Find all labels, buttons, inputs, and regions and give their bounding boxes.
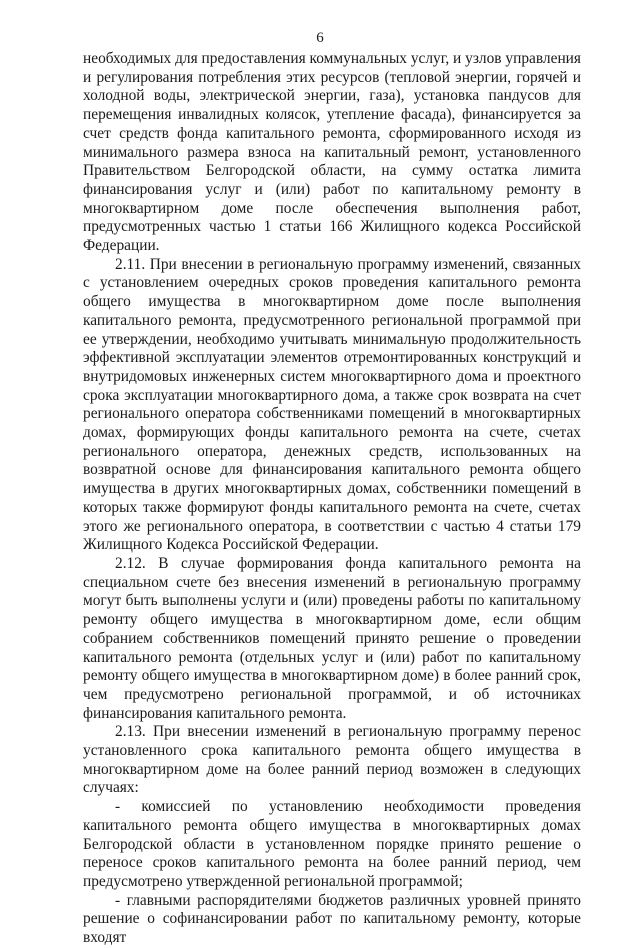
paragraph-2-11: 2.11. При внесении в региональную программу изменений, связанных с установлением очередных сроков проведения капитального ремонта общего имущества в многоквартирном доме после выполнения капитального ремонта, предусмотренного региональной программой при ее утверждении, необходимо учитывать минимальную продолжительность эффективной эксплуатации элементов отремонтированных конструкций и внутридомовых инженерных систем многоквартирного дома и проектного срока эксплуатации многоквартирного дома, а также срок возврата на счет регионального оператора собственниками помещений в многоквартирных домах, формирующих фонды капитального ремонта на счете, счетах регионального оператора, денежных средств, использованных на возвратной основе для финансирования капитального ремонта общего имущества в других многоквартирных домах, собственники помещений в которых также формируют фонды капитального ремонта на счете, счетах этого же регионального оператора, в соответствии с частью 4 статьи 179 Жилищного Кодекса Российской Федерации.	[83, 255, 581, 554]
document-body	[83, 50, 581, 948]
paragraph-2-12: 2.12. В случае формирования фонда капитального ремонта на специальном счете без внесения изменений в региональную программу могут быть выполнены услуги и (или) проведены работы по капитальному ремонту общего имущества в многоквартирном доме, если общим собранием собственников помещений принято решение о проведении капитального ремонта (отдельных услуг и (или) работ по капитальному ремонту общего имущества в многоквартирном доме) в более ранний срок, чем предусмотрено региональной программой, и об источниках финансирования капитального ремонта.	[83, 554, 581, 722]
page-number: 6	[316, 30, 324, 46]
list-item-case-1: - комиссией по установлению необходимости проведения капитального ремонта общего имущества в многоквартирных домах Белгородской области в установленном порядке принято решение о переносе сроков капитального ремонта на более ранний период, чем предусмотрено утвержденной региональной программой;	[83, 798, 581, 890]
list-item-case-2: - главными распорядителями бюджетов различных уровней принято решение о софинансировании работ по капитальному ремонту, которые входят	[83, 891, 581, 947]
paragraph-continuation: необходимых для предоставления коммунальных услуг, и узлов управления и регулирования потребления этих ресурсов (тепловой энергии, горячей и холодной воды, электрической энергии, газа), установка пандусов для перемещения инвалидных колясок, утепление фасада), финансируется за счет средств фонда капитального ремонта, сформированного исходя из минимального размера взноса на капитальный ремонт, установленного Правительством Белгородской области, на сумму остатка лимита финансирования услуг и (или) работ по капитальному ремонту в многоквартирном доме после обеспечения выполнения работ, предусмотренных частью 1 статьи 166 Жилищного кодекса Российской Федерации.	[83, 50, 581, 255]
paragraph-2-13: 2.13. При внесении изменений в региональную программу перенос установленного срока капитального ремонта общего имущества в многоквартирном доме на более ранний период возможен в следующих случаях:	[83, 723, 581, 797]
